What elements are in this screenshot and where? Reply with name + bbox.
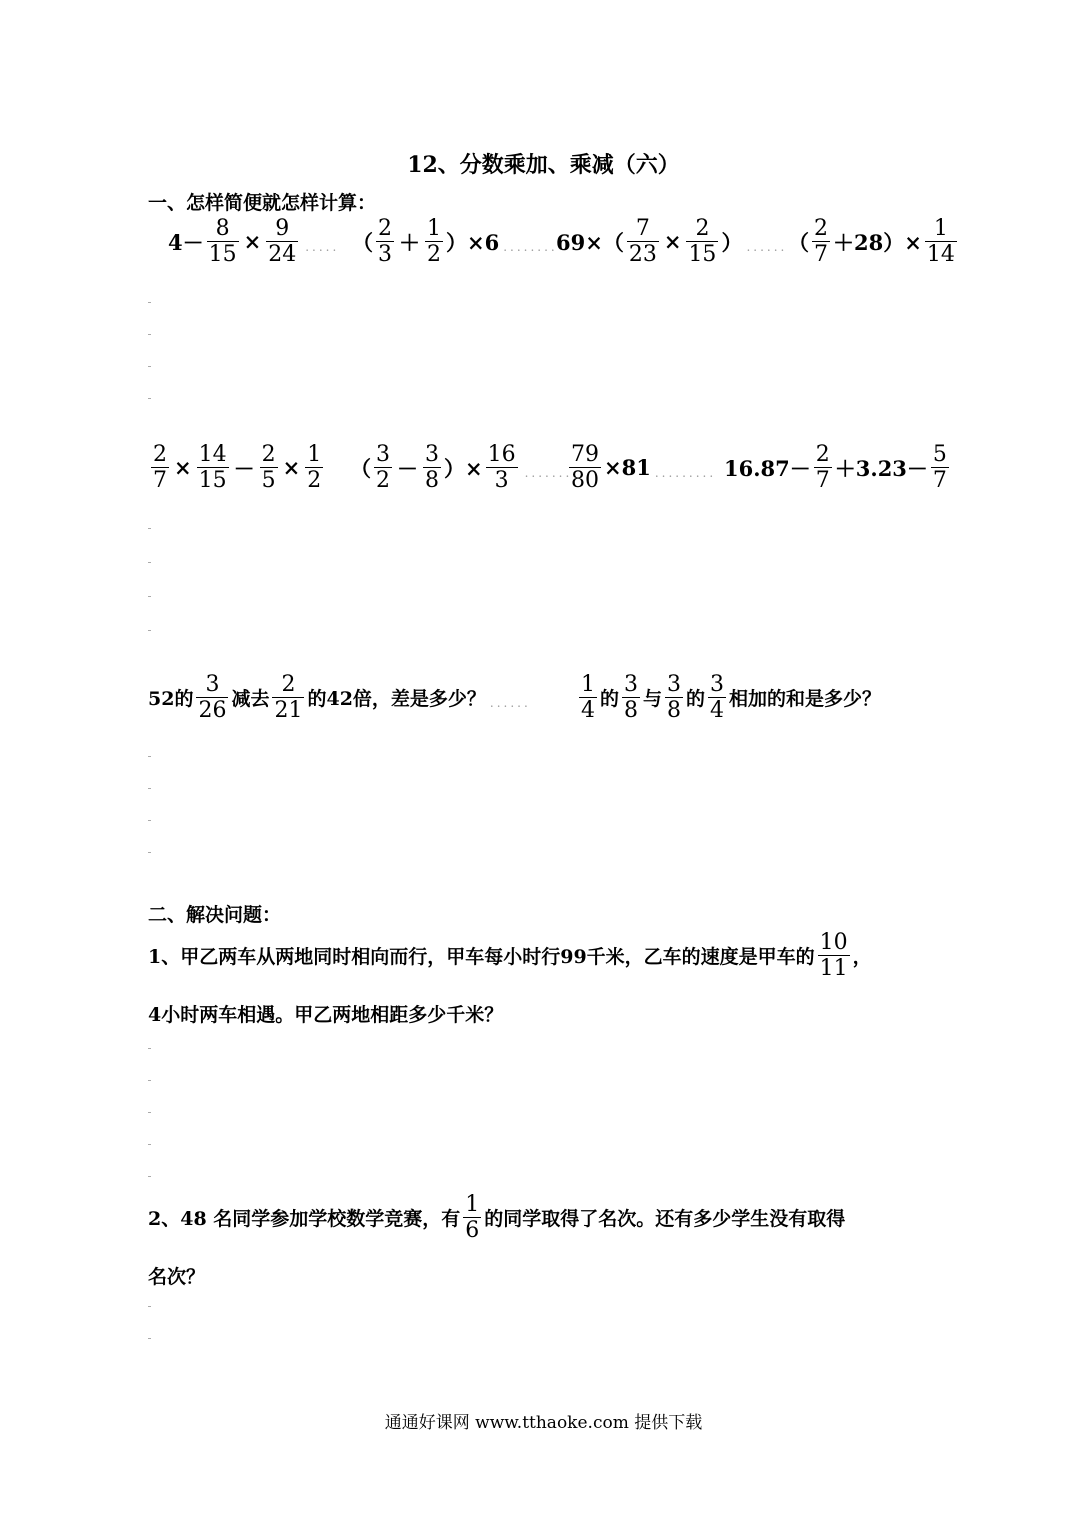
expression-1-3: 69×（ $\frac{7}{23}$ × $\frac{2}{15}$ ） ...... bbox=[556, 216, 788, 268]
expression-2-4: 16.87－ $\frac{2}{7}$ ＋3.23－ $\frac{5}{7}$ bbox=[724, 442, 947, 494]
expression-1-1: 4－ $\frac{8}{15}$ × $\frac{9}{24}$ ..... bbox=[168, 216, 340, 268]
expression-3-1: 52的 $\frac{3}{26}$ 减去 $\frac{2}{21}$ 的42倍，差是多少？ ...... bbox=[148, 672, 531, 724]
problem-2-line-1: 2、48 名同学参加学校数学竞赛，有 $\frac{1}{6}$ 的同学取得了名次。还有多少学生没有取得 bbox=[148, 1192, 846, 1244]
problem-2-line-2: 名次？ bbox=[148, 1266, 206, 1288]
footer-credit: 通通好课网 www.tthaoke.com 提供下载 bbox=[384, 1413, 703, 1433]
fraction: $\frac{79}{80}$ bbox=[571, 442, 599, 494]
margin-dot bbox=[148, 334, 151, 335]
margin-dot bbox=[148, 1338, 151, 1339]
margin-dot bbox=[148, 366, 151, 367]
margin-dot bbox=[148, 1176, 151, 1177]
expression-2-3: $\frac{79}{80}$ ×81 ......... bbox=[571, 442, 717, 494]
margin-dot bbox=[148, 820, 151, 821]
problem-1-line-1: 1、甲乙两车从两地同时相向而行，甲车每小时行99千米，乙车的速度是甲车的 $\frac{10}{11}$ ， bbox=[148, 930, 872, 982]
expression-2-1: $\frac{2}{7}$ × $\frac{14}{15}$ － $\frac{2}{5}$ × $\frac{1}{2}$ bbox=[153, 442, 322, 494]
margin-dot bbox=[148, 630, 151, 631]
margin-dot bbox=[148, 1080, 151, 1081]
fraction: $\frac{16}{3}$ bbox=[487, 442, 516, 494]
section2-heading: 二、解决问题： bbox=[148, 904, 282, 926]
section1-heading: 一、怎样简便就怎样计算： bbox=[148, 192, 377, 214]
fraction: $\frac{1}{4}$ bbox=[581, 672, 595, 724]
margin-dot bbox=[148, 596, 151, 597]
margin-dot bbox=[148, 302, 151, 303]
margin-dot bbox=[148, 1144, 151, 1145]
fraction: $\frac{3}{8}$ bbox=[667, 672, 682, 724]
fraction: $\frac{2}{7}$ bbox=[153, 442, 167, 494]
fraction: $\frac{14}{15}$ bbox=[198, 442, 227, 494]
fraction: $\frac{1}{2}$ bbox=[427, 216, 441, 268]
margin-dot bbox=[148, 788, 151, 789]
expression-1-4: （ $\frac{2}{7}$ ＋28）× $\frac{1}{14}$ bbox=[788, 216, 955, 268]
fraction: $\frac{1}{2}$ bbox=[307, 442, 322, 494]
fraction: $\frac{2}{3}$ bbox=[378, 216, 392, 268]
fraction: $\frac{1}{14}$ bbox=[926, 216, 955, 268]
margin-dot bbox=[148, 562, 151, 563]
margin-dot bbox=[148, 1048, 151, 1049]
margin-dot bbox=[148, 1306, 151, 1307]
problem-1-line-2: 4小时两车相遇。甲乙两地相距多少千米？ bbox=[148, 1004, 504, 1026]
margin-dot bbox=[148, 756, 151, 757]
fraction: $\frac{2}{7}$ bbox=[815, 442, 830, 494]
page-title: 12、分数乘加、乘减（六） bbox=[407, 152, 680, 178]
expression-3-2: $\frac{1}{4}$ 的 $\frac{3}{8}$ 与 $\frac{3}{8}$ 的 $\frac{3}{4}$ 相加的和是多少？ bbox=[581, 672, 882, 724]
margin-dot bbox=[148, 1112, 151, 1113]
fraction: $\frac{10}{11}$ bbox=[819, 930, 848, 982]
fraction: $\frac{2}{7}$ bbox=[814, 216, 828, 268]
fraction: $\frac{9}{24}$ bbox=[268, 216, 297, 268]
fraction: $\frac{2}{5}$ bbox=[261, 442, 276, 494]
fraction: $\frac{3}{2}$ bbox=[376, 442, 390, 494]
fraction: $\frac{3}{26}$ bbox=[198, 672, 227, 724]
margin-dot bbox=[148, 528, 151, 529]
fraction: $\frac{5}{7}$ bbox=[932, 442, 947, 494]
margin-dot bbox=[148, 398, 151, 399]
fraction: $\frac{7}{23}$ bbox=[628, 216, 657, 268]
expression-2-2: （ $\frac{3}{2}$ － $\frac{3}{8}$ ）× $\frac{16}{3}$ ......... bbox=[350, 442, 586, 494]
fraction: $\frac{2}{15}$ bbox=[688, 216, 717, 268]
expression-1-2: （ $\frac{2}{3}$ ＋ $\frac{1}{2}$ ）×6 ........ bbox=[352, 216, 558, 268]
margin-dot bbox=[148, 852, 151, 853]
fraction: $\frac{3}{8}$ bbox=[624, 672, 639, 724]
fraction: $\frac{1}{6}$ bbox=[465, 1192, 480, 1244]
fraction: $\frac{3}{4}$ bbox=[710, 672, 725, 724]
fraction: $\frac{8}{15}$ bbox=[208, 216, 237, 268]
fraction: $\frac{3}{8}$ bbox=[425, 442, 439, 494]
fraction: $\frac{2}{21}$ bbox=[274, 672, 303, 724]
